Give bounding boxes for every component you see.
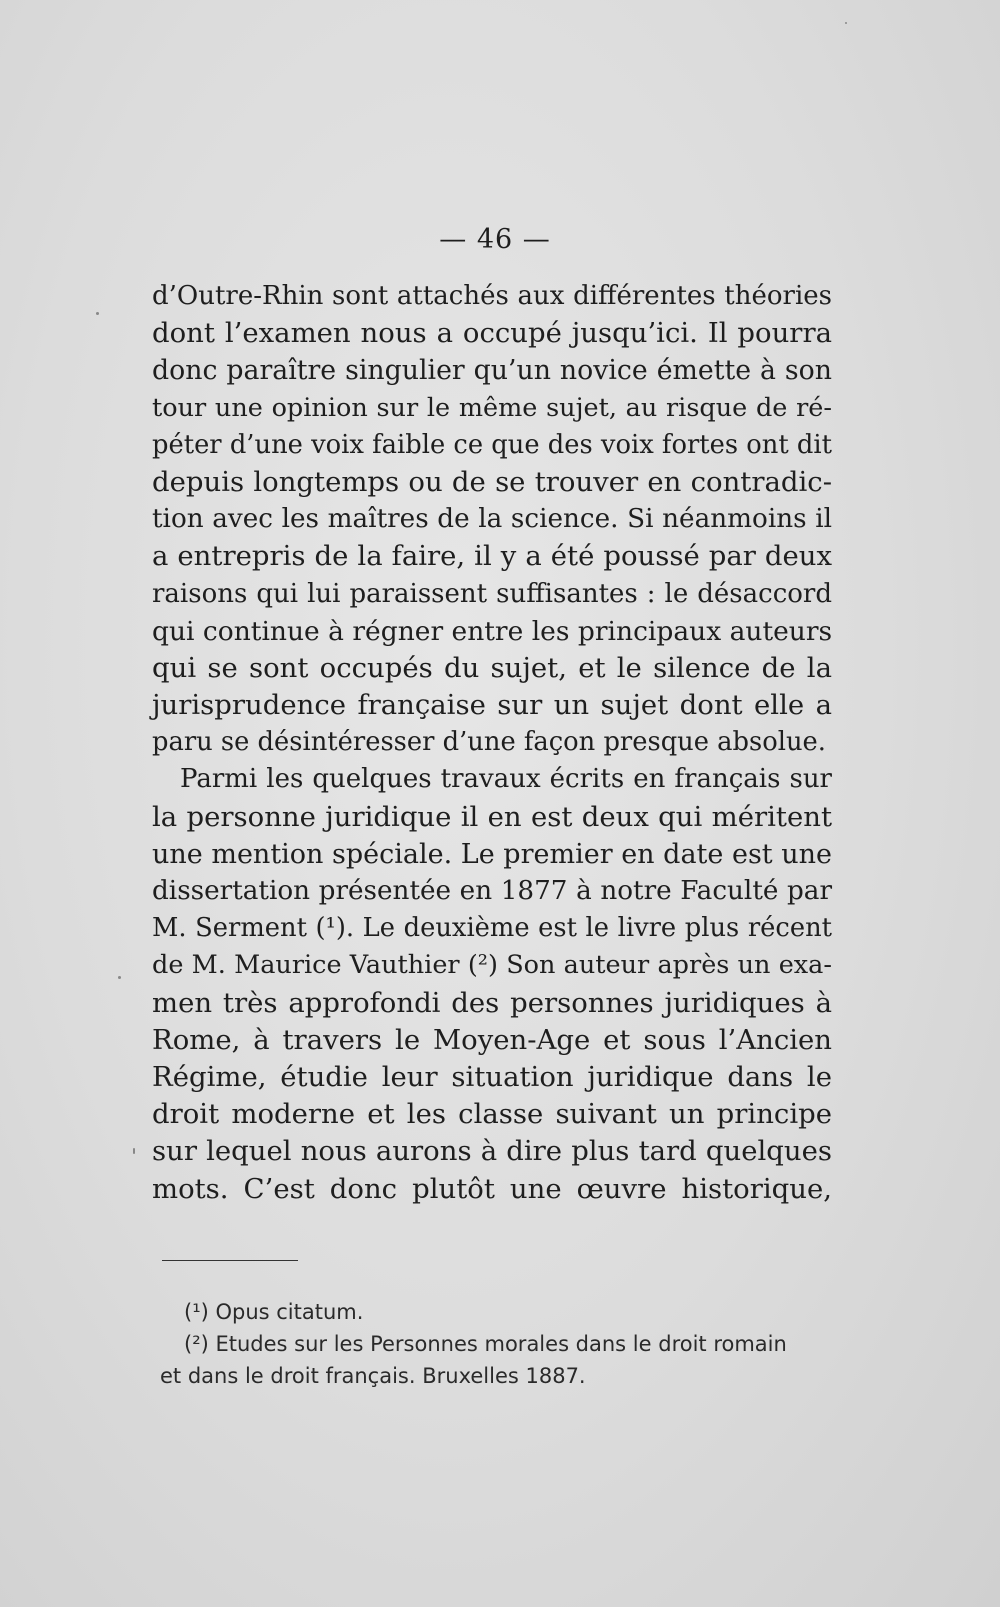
footnote-2: (²) Etudes sur les Personnes morales dans le droit romain xyxy=(184,1332,787,1356)
paragraph-end-line: paru se désintéresser d’une façon presque absolue. xyxy=(152,727,826,758)
text-line: mots. C’est donc plutôt une œuvre historique, xyxy=(152,1172,832,1205)
text-line: men très approfondi des personnes juridiques à xyxy=(152,986,832,1019)
text-line: a entrepris de la faire, il y a été poussé par deux xyxy=(152,540,832,573)
text-line: une mention spéciale. Le premier en date est une xyxy=(152,838,832,870)
text-line: tour une opinion sur le même sujet, au risque de ré- xyxy=(152,392,832,423)
text-line: dissertation présentée en 1877 à notre Faculté par xyxy=(152,876,832,906)
paper-speck xyxy=(96,312,99,315)
text-line: M. Serment (¹). Le deuxième est le livre plus récent xyxy=(152,913,832,944)
text-line: Régime, étudie leur situation juridique dans le xyxy=(152,1060,832,1093)
text-line: tion avec les maîtres de la science. Si néanmoins il xyxy=(152,504,832,535)
text-line: dont l’examen nous a occupé jusqu’ici. Il pourra xyxy=(152,317,832,350)
paragraph-start-line: Parmi les quelques travaux écrits en français sur xyxy=(180,764,832,795)
footnote-2-continuation: et dans le droit français. Bruxelles 1887. xyxy=(160,1364,586,1388)
text-line: sur lequel nous aurons à dire plus tard quelques xyxy=(152,1135,832,1168)
text-line: de M. Maurice Vauthier (²) Son auteur après un exa- xyxy=(152,950,832,981)
footnotes xyxy=(160,1296,828,1392)
page-number: — 46 — xyxy=(439,224,551,255)
footnote-1: (¹) Opus citatum. xyxy=(184,1300,364,1324)
text-line: la personne juridique il en est deux qui méritent xyxy=(152,800,832,833)
text-line: qui se sont occupés du sujet, et le silence de la xyxy=(152,651,832,684)
text-line: péter d’une voix faible ce que des voix fortes ont dit xyxy=(152,429,832,460)
text-line: d’Outre-Rhin sont attachés aux différentes théories xyxy=(152,281,832,311)
paper-speck xyxy=(133,1148,135,1154)
footnote-separator xyxy=(162,1260,298,1261)
body-text xyxy=(152,278,832,1208)
paper-speck xyxy=(118,976,121,979)
text-line: donc paraître singulier qu’un novice émette à son xyxy=(152,355,832,387)
text-line: Rome, à travers le Moyen-Age et sous l’Ancien xyxy=(152,1023,832,1056)
paper-speck xyxy=(845,22,847,24)
text-line: raisons qui lui paraissent suffisantes : le désaccord xyxy=(152,578,832,609)
text-line: depuis longtemps ou de se trouver en contradic- xyxy=(152,465,832,498)
text-line: jurisprudence française sur un sujet dont elle a xyxy=(152,689,832,722)
text-line: droit moderne et les classe suivant un principe xyxy=(152,1098,832,1131)
text-line: qui continue à régner entre les principaux auteurs xyxy=(152,615,833,647)
